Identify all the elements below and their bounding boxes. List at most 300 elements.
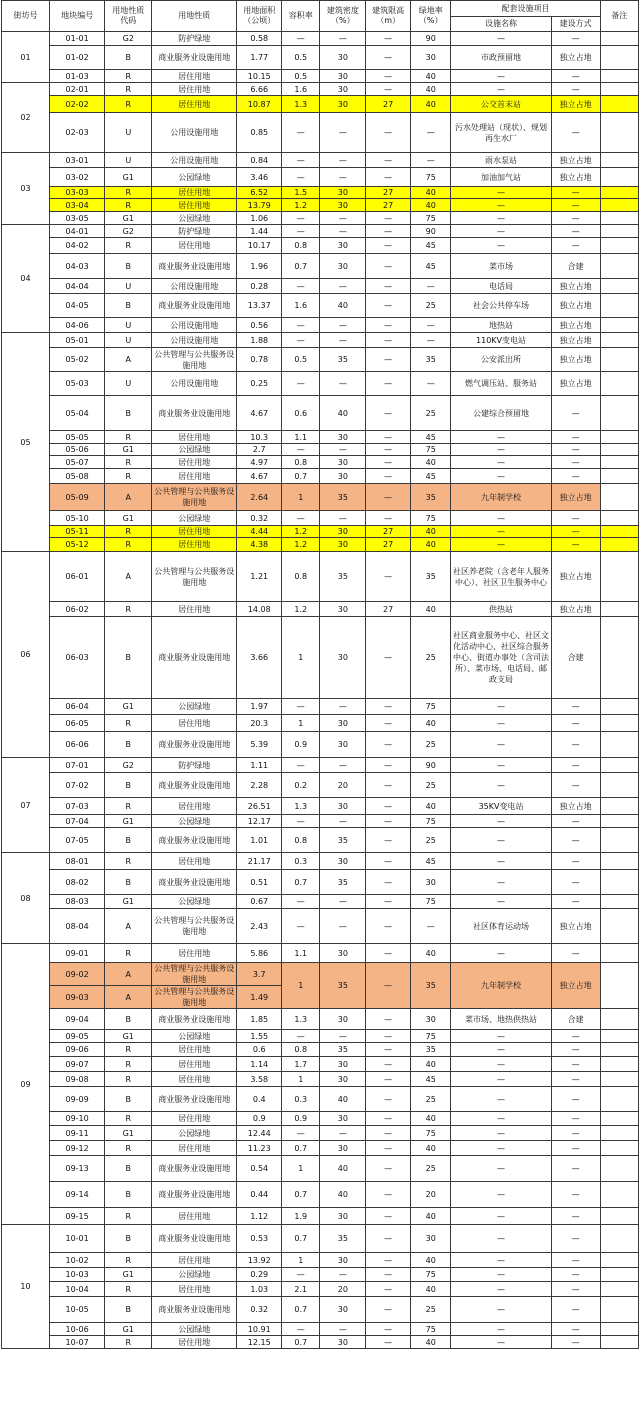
- height-limit-cell: —: [366, 32, 411, 46]
- land-nature-cell: 公用设施用地: [152, 279, 237, 294]
- land-code-cell: R: [105, 83, 152, 96]
- plot-id-cell: 04-02: [49, 238, 104, 254]
- plot-id-cell: 09-09: [49, 1087, 104, 1112]
- land-nature-cell: 公园绿地: [152, 895, 237, 909]
- green-rate-cell: 90: [410, 225, 450, 238]
- table-row: [2, 1282, 639, 1297]
- land-nature-cell: 居住用地: [152, 1208, 237, 1225]
- height-limit-cell: —: [366, 372, 411, 396]
- plot-id-cell: 02-01: [49, 83, 104, 96]
- build-mode-cell: —: [551, 538, 600, 552]
- land-nature-cell: 公园绿地: [152, 815, 237, 828]
- table-row: [2, 83, 639, 96]
- far-cell: 0.3: [282, 1087, 320, 1112]
- density-cell: —: [320, 113, 366, 153]
- green-rate-cell: 40: [410, 715, 450, 732]
- table-row: [2, 853, 639, 870]
- table-row: [2, 225, 639, 238]
- land-area-cell: 1.44: [237, 225, 282, 238]
- build-mode-cell: —: [551, 1087, 600, 1112]
- header-row: [2, 1, 639, 17]
- far-cell: —: [282, 1126, 320, 1141]
- land-code-cell: R: [105, 526, 152, 538]
- build-mode-cell: —: [551, 1156, 600, 1182]
- land-nature-cell: 公用设施用地: [152, 113, 237, 153]
- land-code-cell: A: [105, 963, 152, 986]
- facility-name-cell: 雨水泵站: [451, 153, 551, 168]
- height-limit-cell: —: [366, 798, 411, 815]
- land-nature-cell: 商业服务业设施用地: [152, 1225, 237, 1253]
- density-cell: 30: [320, 944, 366, 963]
- height-limit-cell: —: [366, 1141, 411, 1156]
- land-code-cell: G1: [105, 699, 152, 715]
- facility-name-cell: —: [451, 456, 551, 469]
- land-nature-cell: 公园绿地: [152, 1030, 237, 1043]
- build-mode-cell: —: [551, 732, 600, 758]
- plot-id-cell: 06-06: [49, 732, 104, 758]
- land-code-cell: B: [105, 828, 152, 853]
- land-code-cell: R: [105, 199, 152, 212]
- land-code-cell: R: [105, 944, 152, 963]
- far-cell: 1: [282, 1072, 320, 1087]
- table-row: [2, 444, 639, 456]
- table-row: [2, 1112, 639, 1126]
- height-limit-cell: —: [366, 70, 411, 83]
- land-area-cell: 26.51: [237, 798, 282, 815]
- land-code-cell: B: [105, 773, 152, 798]
- facility-name-cell: —: [451, 1282, 551, 1297]
- height-limit-cell: —: [366, 1282, 411, 1297]
- land-area-cell: 10.15: [237, 70, 282, 83]
- land-nature-cell: 居住用地: [152, 431, 237, 444]
- build-mode-cell: 独立占地: [551, 552, 600, 602]
- height-limit-cell: —: [366, 1009, 411, 1030]
- build-mode-cell: —: [551, 1225, 600, 1253]
- height-limit-cell: —: [366, 168, 411, 187]
- land-area-cell: 1.88: [237, 333, 282, 348]
- table-row: [2, 1009, 639, 1030]
- remark-cell: [600, 895, 638, 909]
- remark-cell: [600, 815, 638, 828]
- facility-name-cell: —: [451, 699, 551, 715]
- height-limit-cell: —: [366, 1087, 411, 1112]
- plot-id-cell: 08-02: [49, 870, 104, 895]
- build-mode-cell: 独立占地: [551, 963, 600, 1009]
- plot-id-cell: 05-03: [49, 372, 104, 396]
- plot-id-cell: 04-03: [49, 254, 104, 279]
- land-nature-cell: 商业服务业设施用地: [152, 1087, 237, 1112]
- land-area-cell: 1.01: [237, 828, 282, 853]
- build-mode-cell: —: [551, 212, 600, 225]
- height-limit-cell: 27: [366, 199, 411, 212]
- remark-cell: [600, 1297, 638, 1323]
- remark-cell: [600, 602, 638, 617]
- land-nature-cell: 商业服务业设施用地: [152, 396, 237, 431]
- land-nature-cell: 商业服务业设施用地: [152, 828, 237, 853]
- land-area-cell: 13.37: [237, 294, 282, 318]
- header-height: 建筑限高 （m）: [366, 1, 411, 32]
- land-nature-cell: 居住用地: [152, 83, 237, 96]
- green-rate-cell: 40: [410, 798, 450, 815]
- table-row: [2, 828, 639, 853]
- plot-id-cell: 06-01: [49, 552, 104, 602]
- land-nature-cell: 居住用地: [152, 1072, 237, 1087]
- plot-id-cell: 10-02: [49, 1253, 104, 1268]
- land-code-cell: R: [105, 1141, 152, 1156]
- table-row: [2, 1141, 639, 1156]
- land-code-cell: G1: [105, 895, 152, 909]
- table-row: [2, 870, 639, 895]
- far-cell: 0.5: [282, 46, 320, 70]
- remark-cell: [600, 1009, 638, 1030]
- land-area-cell: 2.28: [237, 773, 282, 798]
- land-nature-cell: 居住用地: [152, 1057, 237, 1072]
- land-nature-cell: 公用设施用地: [152, 333, 237, 348]
- height-limit-cell: —: [366, 895, 411, 909]
- build-mode-cell: 独立占地: [551, 46, 600, 70]
- remark-cell: [600, 225, 638, 238]
- far-cell: —: [282, 32, 320, 46]
- green-rate-cell: 75: [410, 444, 450, 456]
- remark-cell: [600, 552, 638, 602]
- plot-id-cell: 09-03: [49, 986, 104, 1009]
- green-rate-cell: 25: [410, 294, 450, 318]
- density-cell: —: [320, 372, 366, 396]
- land-code-cell: R: [105, 715, 152, 732]
- density-cell: 30: [320, 1112, 366, 1126]
- height-limit-cell: —: [366, 1268, 411, 1282]
- far-cell: 1.1: [282, 431, 320, 444]
- land-nature-cell: 公共管理与公共服务设施用地: [152, 909, 237, 944]
- table-row: [2, 396, 639, 431]
- table-row: [2, 212, 639, 225]
- land-area-cell: 1.85: [237, 1009, 282, 1030]
- density-cell: 30: [320, 456, 366, 469]
- land-area-cell: 2.7: [237, 444, 282, 456]
- far-cell: 0.7: [282, 1225, 320, 1253]
- table-row: [2, 1323, 639, 1336]
- facility-name-cell: —: [451, 1182, 551, 1208]
- density-cell: 30: [320, 1057, 366, 1072]
- green-rate-cell: 25: [410, 732, 450, 758]
- land-code-cell: R: [105, 70, 152, 83]
- height-limit-cell: —: [366, 431, 411, 444]
- far-cell: 0.7: [282, 1182, 320, 1208]
- land-area-cell: 0.58: [237, 32, 282, 46]
- table-row: [2, 963, 639, 986]
- far-cell: 0.7: [282, 870, 320, 895]
- land-area-cell: 0.32: [237, 1297, 282, 1323]
- table-row: [2, 1268, 639, 1282]
- land-code-cell: R: [105, 602, 152, 617]
- remark-cell: [600, 1156, 638, 1182]
- land-nature-cell: 商业服务业设施用地: [152, 617, 237, 699]
- land-code-cell: B: [105, 870, 152, 895]
- density-cell: —: [320, 32, 366, 46]
- build-mode-cell: —: [551, 113, 600, 153]
- density-cell: 30: [320, 853, 366, 870]
- land-area-cell: 1.03: [237, 1282, 282, 1297]
- density-cell: —: [320, 909, 366, 944]
- facility-name-cell: —: [451, 895, 551, 909]
- facility-name-cell: —: [451, 1156, 551, 1182]
- remark-cell: [600, 238, 638, 254]
- land-nature-cell: 商业服务业设施用地: [152, 732, 237, 758]
- far-cell: 0.8: [282, 1043, 320, 1057]
- facility-name-cell: 110KV变电站: [451, 333, 551, 348]
- far-cell: 1.2: [282, 538, 320, 552]
- facility-name-cell: —: [451, 773, 551, 798]
- street-number-cell: 03: [2, 153, 50, 225]
- table-row: [2, 715, 639, 732]
- land-code-cell: A: [105, 986, 152, 1009]
- remark-cell: [600, 853, 638, 870]
- green-rate-cell: 40: [410, 1253, 450, 1268]
- green-rate-cell: 75: [410, 1030, 450, 1043]
- table-row: [2, 1297, 639, 1323]
- density-cell: 40: [320, 396, 366, 431]
- build-mode-cell: —: [551, 870, 600, 895]
- plot-id-cell: 05-12: [49, 538, 104, 552]
- facility-name-cell: —: [451, 828, 551, 853]
- density-cell: 20: [320, 1282, 366, 1297]
- land-nature-cell: 公共管理与公共服务设施用地: [152, 986, 237, 1009]
- plot-id-cell: 02-03: [49, 113, 104, 153]
- land-code-cell: U: [105, 279, 152, 294]
- remark-cell: [600, 1030, 638, 1043]
- land-code-cell: G1: [105, 212, 152, 225]
- facility-name-cell: —: [451, 732, 551, 758]
- height-limit-cell: —: [366, 1336, 411, 1349]
- density-cell: 30: [320, 1253, 366, 1268]
- facility-name-cell: —: [451, 32, 551, 46]
- height-limit-cell: —: [366, 1112, 411, 1126]
- land-use-control-table: [1, 0, 639, 1349]
- land-code-cell: G2: [105, 758, 152, 773]
- table-row: [2, 815, 639, 828]
- green-rate-cell: 35: [410, 1043, 450, 1057]
- table-row: [2, 1043, 639, 1057]
- height-limit-cell: —: [366, 279, 411, 294]
- far-cell: 0.5: [282, 70, 320, 83]
- far-cell: —: [282, 699, 320, 715]
- land-nature-cell: 公共管理与公共服务设施用地: [152, 348, 237, 372]
- remark-cell: [600, 187, 638, 199]
- land-code-cell: R: [105, 187, 152, 199]
- plot-id-cell: 09-10: [49, 1112, 104, 1126]
- land-code-cell: R: [105, 1043, 152, 1057]
- land-area-cell: 1.21: [237, 552, 282, 602]
- street-number-cell: 06: [2, 552, 50, 758]
- density-cell: 40: [320, 1156, 366, 1182]
- density-cell: 35: [320, 552, 366, 602]
- green-rate-cell: 40: [410, 187, 450, 199]
- land-nature-cell: 居住用地: [152, 526, 237, 538]
- land-area-cell: 21.17: [237, 853, 282, 870]
- header-nature: 用地性质: [152, 1, 237, 32]
- remark-cell: [600, 318, 638, 333]
- build-mode-cell: 独立占地: [551, 294, 600, 318]
- build-mode-cell: —: [551, 1072, 600, 1087]
- height-limit-cell: 27: [366, 538, 411, 552]
- land-area-cell: 3.46: [237, 168, 282, 187]
- height-limit-cell: —: [366, 715, 411, 732]
- build-mode-cell: —: [551, 83, 600, 96]
- green-rate-cell: —: [410, 909, 450, 944]
- street-number-cell: 05: [2, 333, 50, 552]
- table-row: [2, 511, 639, 526]
- table-row: [2, 1336, 639, 1349]
- land-nature-cell: 公共管理与公共服务设施用地: [152, 963, 237, 986]
- facility-name-cell: —: [451, 1072, 551, 1087]
- build-mode-cell: —: [551, 699, 600, 715]
- height-limit-cell: —: [366, 444, 411, 456]
- plot-id-cell: 08-01: [49, 853, 104, 870]
- land-area-cell: 0.53: [237, 1225, 282, 1253]
- green-rate-cell: 35: [410, 484, 450, 511]
- facility-name-cell: 市政预留地: [451, 46, 551, 70]
- table-row: [2, 70, 639, 83]
- header-code: 用地性质 代码: [105, 1, 152, 32]
- plot-id-cell: 09-02: [49, 963, 104, 986]
- land-nature-cell: 公用设施用地: [152, 153, 237, 168]
- land-nature-cell: 商业服务业设施用地: [152, 1297, 237, 1323]
- header-density: 建筑密度 （%）: [320, 1, 366, 32]
- table-row: [2, 372, 639, 396]
- table-row: [2, 168, 639, 187]
- facility-name-cell: —: [451, 944, 551, 963]
- land-code-cell: R: [105, 238, 152, 254]
- height-limit-cell: —: [366, 1072, 411, 1087]
- build-mode-cell: 合建: [551, 1009, 600, 1030]
- remark-cell: [600, 1141, 638, 1156]
- remark-cell: [600, 773, 638, 798]
- street-number-cell: 04: [2, 225, 50, 333]
- height-limit-cell: —: [366, 238, 411, 254]
- table-row: [2, 526, 639, 538]
- green-rate-cell: 40: [410, 526, 450, 538]
- far-cell: 0.8: [282, 552, 320, 602]
- plot-id-cell: 09-14: [49, 1182, 104, 1208]
- land-nature-cell: 商业服务业设施用地: [152, 46, 237, 70]
- far-cell: —: [282, 758, 320, 773]
- green-rate-cell: 40: [410, 538, 450, 552]
- build-mode-cell: —: [551, 1043, 600, 1057]
- land-nature-cell: 居住用地: [152, 70, 237, 83]
- density-cell: 30: [320, 96, 366, 113]
- density-cell: 35: [320, 963, 366, 1009]
- build-mode-cell: —: [551, 1030, 600, 1043]
- facility-name-cell: 35KV变电站: [451, 798, 551, 815]
- remark-cell: [600, 1057, 638, 1072]
- land-code-cell: B: [105, 396, 152, 431]
- build-mode-cell: —: [551, 1253, 600, 1268]
- land-nature-cell: 居住用地: [152, 199, 237, 212]
- land-nature-cell: 商业服务业设施用地: [152, 294, 237, 318]
- table-row: [2, 699, 639, 715]
- plot-id-cell: 09-08: [49, 1072, 104, 1087]
- plot-id-cell: 06-04: [49, 699, 104, 715]
- green-rate-cell: —: [410, 113, 450, 153]
- plot-id-cell: 09-04: [49, 1009, 104, 1030]
- plot-id-cell: 09-11: [49, 1126, 104, 1141]
- remark-cell: [600, 70, 638, 83]
- far-cell: 1: [282, 1253, 320, 1268]
- plot-id-cell: 03-03: [49, 187, 104, 199]
- build-mode-cell: 合建: [551, 254, 600, 279]
- height-limit-cell: 27: [366, 526, 411, 538]
- build-mode-cell: —: [551, 1182, 600, 1208]
- far-cell: 1: [282, 484, 320, 511]
- density-cell: —: [320, 279, 366, 294]
- plot-id-cell: 07-01: [49, 758, 104, 773]
- far-cell: —: [282, 444, 320, 456]
- plot-id-cell: 05-09: [49, 484, 104, 511]
- remark-cell: [600, 870, 638, 895]
- header-plot: 地块编号: [49, 1, 104, 32]
- land-area-cell: 10.17: [237, 238, 282, 254]
- density-cell: 40: [320, 1182, 366, 1208]
- density-cell: —: [320, 444, 366, 456]
- density-cell: 30: [320, 526, 366, 538]
- land-nature-cell: 居住用地: [152, 602, 237, 617]
- plot-id-cell: 09-15: [49, 1208, 104, 1225]
- far-cell: —: [282, 113, 320, 153]
- facility-name-cell: —: [451, 715, 551, 732]
- green-rate-cell: 30: [410, 46, 450, 70]
- height-limit-cell: —: [366, 963, 411, 1009]
- land-nature-cell: 商业服务业设施用地: [152, 1182, 237, 1208]
- remark-cell: [600, 909, 638, 944]
- density-cell: 30: [320, 1336, 366, 1349]
- land-area-cell: 0.54: [237, 1156, 282, 1182]
- height-limit-cell: —: [366, 944, 411, 963]
- land-code-cell: B: [105, 46, 152, 70]
- green-rate-cell: 75: [410, 699, 450, 715]
- remark-cell: [600, 1208, 638, 1225]
- table-row: [2, 484, 639, 511]
- plot-id-cell: 04-05: [49, 294, 104, 318]
- land-nature-cell: 居住用地: [152, 715, 237, 732]
- plot-id-cell: 05-04: [49, 396, 104, 431]
- plot-id-cell: 04-01: [49, 225, 104, 238]
- height-limit-cell: —: [366, 1126, 411, 1141]
- land-nature-cell: 居住用地: [152, 853, 237, 870]
- build-mode-cell: —: [551, 526, 600, 538]
- table-row: [2, 348, 639, 372]
- facility-name-cell: —: [451, 444, 551, 456]
- green-rate-cell: 20: [410, 1182, 450, 1208]
- height-limit-cell: —: [366, 732, 411, 758]
- far-cell: 1.1: [282, 944, 320, 963]
- plot-id-cell: 06-02: [49, 602, 104, 617]
- facility-name-cell: 社区商业服务中心、社区文化活动中心、社区综合服务中心、街道办事处（含司法所）、菜市场、电话局、邮政支局: [451, 617, 551, 699]
- build-mode-cell: —: [551, 469, 600, 484]
- facility-name-cell: 九年制学校: [451, 484, 551, 511]
- land-area-cell: 0.28: [237, 279, 282, 294]
- land-area-cell: 12.15: [237, 1336, 282, 1349]
- land-area-cell: 0.32: [237, 511, 282, 526]
- green-rate-cell: 35: [410, 963, 450, 1009]
- land-code-cell: G1: [105, 815, 152, 828]
- plot-id-cell: 08-04: [49, 909, 104, 944]
- land-nature-cell: 商业服务业设施用地: [152, 254, 237, 279]
- height-limit-cell: —: [366, 909, 411, 944]
- far-cell: 1.7: [282, 1057, 320, 1072]
- green-rate-cell: 25: [410, 396, 450, 431]
- table-row: [2, 895, 639, 909]
- build-mode-cell: —: [551, 187, 600, 199]
